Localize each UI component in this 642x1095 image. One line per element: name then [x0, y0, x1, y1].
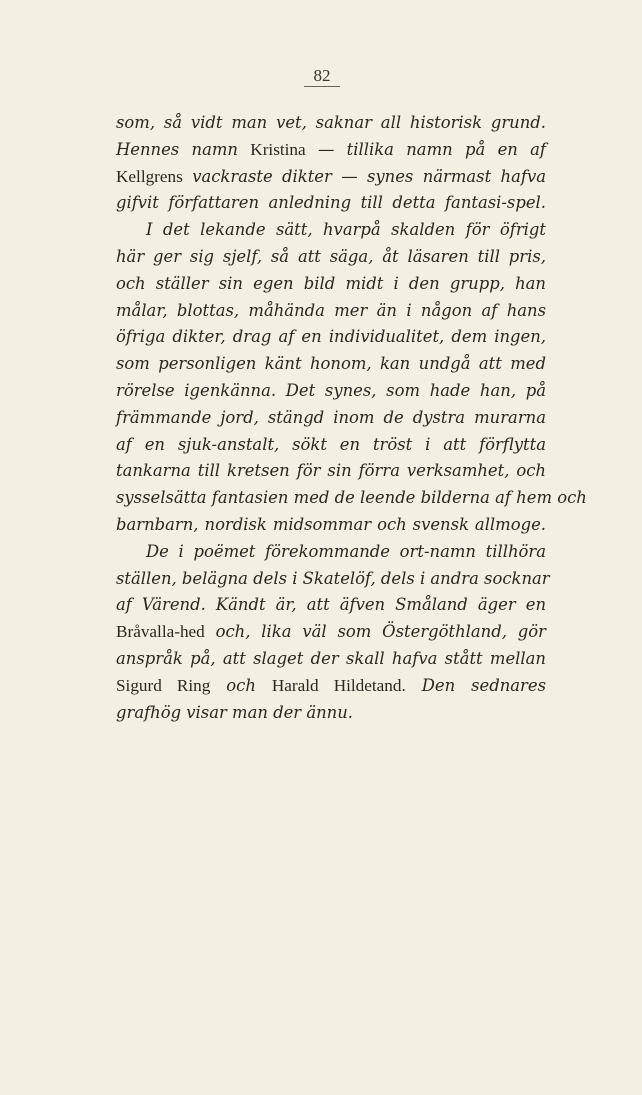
- text-line: [116, 164, 546, 191]
- text-line: [116, 592, 546, 619]
- text-line: [116, 190, 546, 217]
- italic-text-segment: vackraste dikter — synes närmast hafva: [182, 166, 546, 186]
- text-line: [116, 432, 546, 459]
- italic-text-segment: grafhög visar man der ännu.: [116, 702, 353, 722]
- text-line: [116, 512, 546, 539]
- text-line: [116, 485, 587, 512]
- text-line: [116, 566, 550, 593]
- body-text: [116, 110, 587, 726]
- roman-text-segment: Kristina: [250, 139, 306, 159]
- italic-text-segment: och: [210, 675, 272, 695]
- text-line: [116, 405, 546, 432]
- text-line: [116, 619, 546, 646]
- italic-text-segment: här ger sig sjelf, så att säga, åt läsaren till pris,: [116, 246, 546, 266]
- text-line: [116, 646, 546, 673]
- text-line: [116, 271, 546, 298]
- text-line: [116, 217, 546, 244]
- italic-text-segment: målar, blottas, måhända mer än i någon af hans: [116, 300, 546, 320]
- text-line: [116, 539, 546, 566]
- italic-text-segment: De i poëmet förekommande ort-namn tillhöra: [146, 541, 546, 561]
- text-line: [116, 244, 546, 271]
- italic-text-segment: af Värend. Kändt är, att äfven Småland äger en: [116, 595, 546, 615]
- text-line: [116, 324, 546, 351]
- italic-text-segment: gifvit författaren anledning till detta fantasi-spel.: [116, 193, 546, 213]
- italic-text-segment: som personligen känt honom, kan undgå att med: [116, 354, 546, 374]
- roman-text-segment: Bråvalla-hed: [116, 622, 205, 642]
- italic-text-segment: och, lika väl som Östergöthland, gör: [204, 622, 546, 642]
- italic-text-segment: främmande jord, stängd inom de dystra murarna: [116, 407, 546, 427]
- italic-text-segment: I det lekande sätt, hvarpå skalden för öfrigt: [146, 220, 546, 240]
- italic-text-segment: ställen, belägna dels i Skatelöf, dels i andra socknar: [116, 568, 550, 588]
- italic-text-segment: och ställer sin egen bild midt i den grupp, han: [116, 273, 546, 293]
- text-line: [116, 110, 546, 137]
- italic-text-segment: Hennes namn: [116, 139, 251, 159]
- text-line: [116, 298, 546, 325]
- text-line: [116, 673, 546, 700]
- italic-text-segment: rörelse igenkänna. Det synes, som hade han, på: [116, 380, 546, 400]
- page-number-rule: [304, 86, 340, 87]
- italic-text-segment: tankarna till kretsen för sin förra verksamhet, och: [116, 461, 546, 481]
- italic-text-segment: Den sednares: [405, 675, 546, 695]
- italic-text-segment: som, så vidt man vet, saknar all historisk grund.: [116, 113, 546, 132]
- page-number: 82: [313, 66, 331, 85]
- roman-text-segment: Kellgrens: [116, 166, 183, 186]
- text-line: [116, 351, 546, 378]
- roman-text-segment: Sigurd Ring: [116, 675, 211, 695]
- italic-text-segment: barnbarn, nordisk midsommar och svensk allmoge.: [116, 514, 546, 534]
- roman-text-segment: Harald Hildetand.: [271, 675, 406, 695]
- text-line: [116, 378, 546, 405]
- italic-text-segment: af en sjuk-anstalt, sökt en tröst i att förflytta: [116, 434, 546, 454]
- text-line: [116, 458, 546, 485]
- italic-text-segment: sysselsätta fantasien med de leende bilderna af hem och: [116, 488, 587, 508]
- italic-text-segment: öfriga dikter, drag af en individualitet, dem ingen,: [116, 327, 546, 347]
- text-line: [116, 700, 546, 727]
- italic-text-segment: anspråk på, att slaget der skall hafva stått mellan: [116, 648, 546, 668]
- text-line: [116, 137, 546, 164]
- italic-text-segment: — tillika namn på en af: [305, 139, 546, 159]
